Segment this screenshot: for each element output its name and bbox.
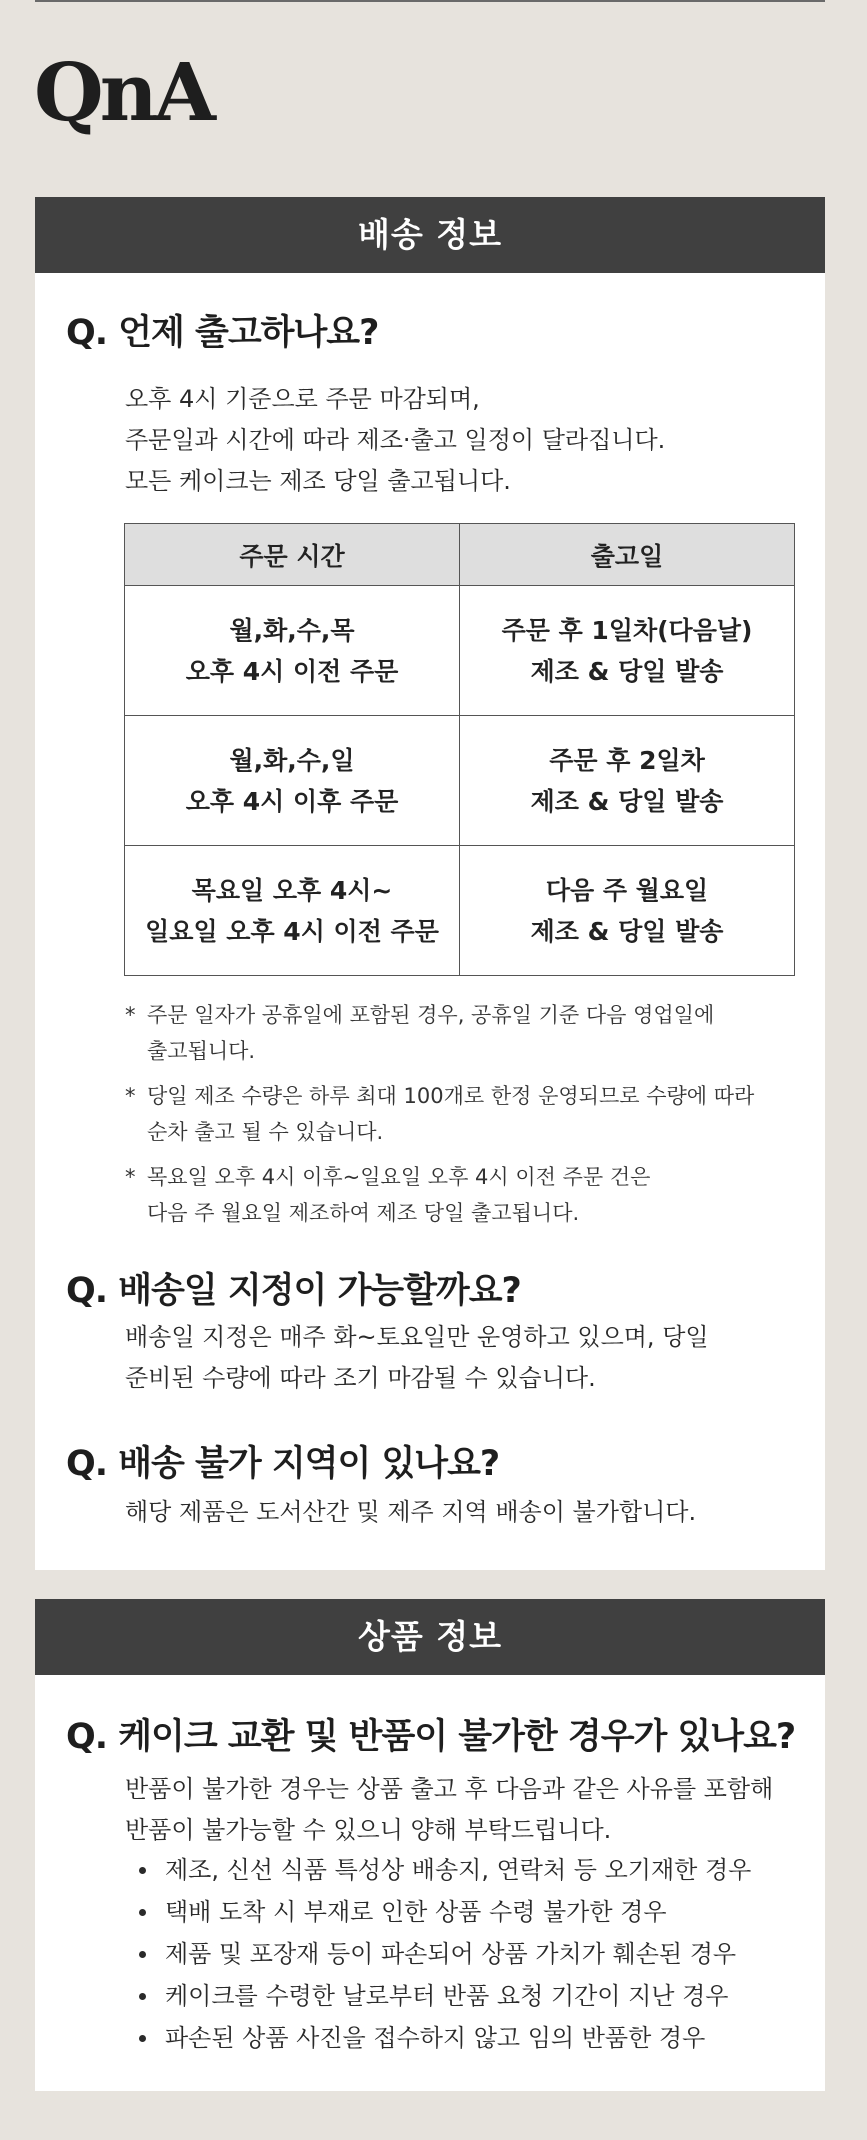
answer-line: 모든 케이크는 제조 당일 출고됩니다. <box>125 467 511 495</box>
cell-line: 제조 & 당일 발송 <box>530 786 724 816</box>
answer-line: 해당 제품은 도서산간 및 제주 지역 배송이 불가합니다. <box>125 1498 697 1526</box>
cell-line: 오후 4시 이전 주문 <box>185 656 399 686</box>
answer-unavailable-region <box>125 1492 696 1533</box>
table-row <box>125 586 795 716</box>
list-item <box>135 1975 751 2017</box>
asterisk: * <box>125 1003 136 1027</box>
asterisk: * <box>125 1084 136 1108</box>
cell-line: 오후 4시 이후 주문 <box>185 786 399 816</box>
table-cell <box>460 586 795 716</box>
cell-line: 목요일 오후 4시~ <box>191 875 393 905</box>
question-unavailable-region: Q. 배송 불가 지역이 있나요? <box>66 1444 500 1484</box>
shipping-notes <box>125 997 805 1240</box>
cell-line: 주문 후 1일차(다음날) <box>501 615 753 645</box>
note-line: 당일 제조 수량은 하루 최대 100개로 한정 운영되므로 수량에 따라 <box>147 1084 755 1108</box>
note-line: 다음 주 월요일 제조하여 제조 당일 출고됩니다. <box>147 1201 580 1225</box>
list-item-text: 케이크를 수령한 날로부터 반품 요청 기간이 지난 경우 <box>165 1982 729 2010</box>
note-line: 목요일 오후 4시 이후~일요일 오후 4시 이전 주문 건은 <box>147 1165 651 1189</box>
bullet-dot <box>139 1867 146 1874</box>
product-section-header: 상품 정보 <box>35 1599 825 1675</box>
bullet-dot <box>139 1993 146 2000</box>
return-exceptions-list <box>135 1849 751 2059</box>
bullet-dot <box>139 2035 146 2042</box>
answer-line: 반품이 불가능할 수 있으니 양해 부탁드립니다. <box>125 1816 612 1844</box>
answer-return-policy <box>125 1769 773 1851</box>
list-item <box>135 1891 751 1933</box>
asterisk: * <box>125 1165 136 1189</box>
list-item-text: 파손된 상품 사진을 접수하지 않고 임의 반품한 경우 <box>165 2024 706 2052</box>
cell-line: 제조 & 당일 발송 <box>530 916 724 946</box>
note-item <box>125 1078 805 1150</box>
bullet-dot <box>139 1951 146 1958</box>
top-divider <box>35 0 825 2</box>
table-cell <box>125 846 460 976</box>
answer-line: 오후 4시 기준으로 주문 마감되며, <box>125 385 480 413</box>
cell-line: 제조 & 당일 발송 <box>530 656 724 686</box>
answer-when-ship <box>125 379 665 502</box>
list-item <box>135 2017 751 2059</box>
list-item-text: 제조, 신선 식품 특성상 배송지, 연락처 등 오기재한 경우 <box>165 1856 752 1884</box>
question-delivery-date: Q. 배송일 지정이 가능할까요? <box>66 1271 521 1311</box>
answer-line: 주문일과 시간에 따라 제조·출고 일정이 달라집니다. <box>125 426 666 454</box>
note-line: 주문 일자가 공휴일에 포함된 경우, 공휴일 기준 다음 영업일에 <box>147 1003 715 1027</box>
question-when-ship: Q. 언제 출고하나요? <box>66 313 379 353</box>
list-item <box>135 1933 751 1975</box>
cell-line: 월,화,수,목 <box>229 615 355 645</box>
table-header-row <box>125 524 795 586</box>
column-header-ship-date: 출고일 <box>460 524 795 586</box>
bullet-dot <box>139 1909 146 1916</box>
answer-delivery-date <box>125 1317 709 1399</box>
answer-line: 준비된 수량에 따라 조기 마감될 수 있습니다. <box>125 1364 596 1392</box>
table-cell <box>460 846 795 976</box>
list-item-text: 택배 도착 시 부재로 인한 상품 수령 불가한 경우 <box>165 1898 667 1926</box>
delivery-section-header: 배송 정보 <box>35 197 825 273</box>
note-line: 출고됩니다. <box>147 1039 256 1063</box>
product-section <box>35 1599 825 2091</box>
answer-line: 배송일 지정은 매주 화~토요일만 운영하고 있으며, 당일 <box>125 1323 709 1351</box>
table-cell <box>460 716 795 846</box>
shipping-schedule-table <box>124 523 795 976</box>
delivery-section <box>35 197 825 1570</box>
list-item-text: 제품 및 포장재 등이 파손되어 상품 가치가 훼손된 경우 <box>165 1940 737 1968</box>
cell-line: 주문 후 2일차 <box>549 745 705 775</box>
cell-line: 다음 주 월요일 <box>545 875 709 905</box>
answer-line: 반품이 불가한 경우는 상품 출고 후 다음과 같은 사유를 포함해 <box>125 1775 774 1803</box>
cell-line: 월,화,수,일 <box>229 745 355 775</box>
list-item <box>135 1849 751 1891</box>
table-row <box>125 716 795 846</box>
table-cell <box>125 586 460 716</box>
cell-line: 일요일 오후 4시 이전 주문 <box>145 916 439 946</box>
note-item <box>125 1159 805 1231</box>
question-return-policy: Q. 케이크 교환 및 반품이 불가한 경우가 있나요? <box>66 1717 796 1757</box>
page-title: QnA <box>34 45 212 139</box>
table-row <box>125 846 795 976</box>
note-line: 순차 출고 될 수 있습니다. <box>147 1120 384 1144</box>
column-header-order-time: 주문 시간 <box>125 524 460 586</box>
note-item <box>125 997 805 1069</box>
table-cell <box>125 716 460 846</box>
